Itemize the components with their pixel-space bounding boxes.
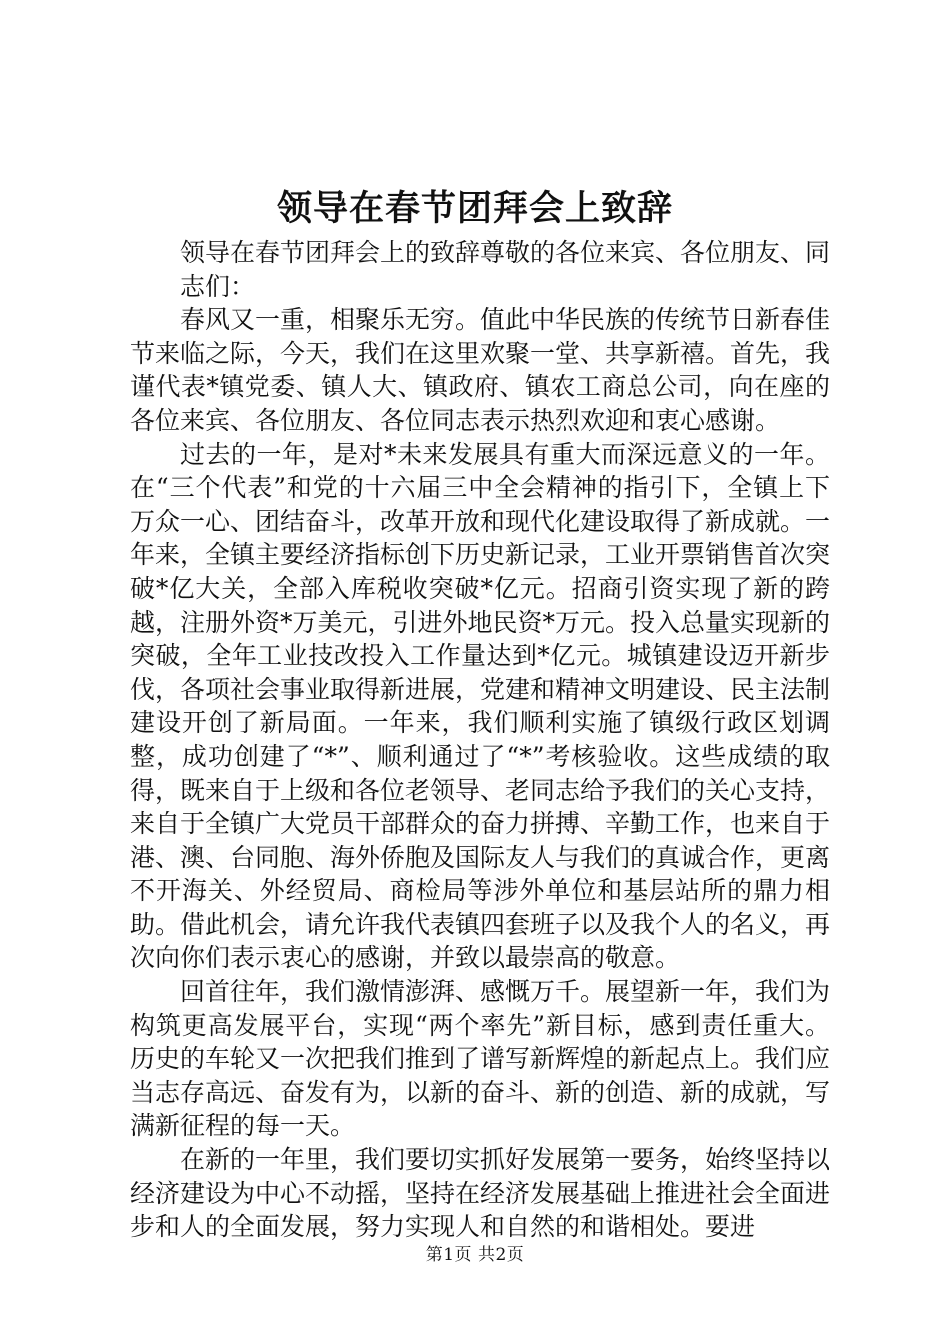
document-title: 领导在春节团拜会上致辞: [276, 188, 673, 229]
page-number-footer: 第1页 共2页: [425, 1245, 525, 1265]
paragraph-new-year: 在新的一年里，我们要切实抓好发展第一要务，始终坚持以经济建设为中心不动摇，坚持在经济发展基础上推进社会全面进步和人的全面发展，努力实现人和自然的和谐相处。要进: [130, 1145, 831, 1242]
paragraph-review: 过去的一年，是对*未来发展具有重大而深远意义的一年。在“三个代表”和党的十六届三中全会精神的指引下，全镇上下万众一心、团结奋斗，改革开放和现代化建设取得了新成就。一年来，全镇主要经济指标创下历史新记录，工业开票销售首次突破*亿大关，全部入库税收突破*亿元。招商引资实现了新的跨越，注册外资*万美元，引进外地民资*万元。投入总量实现新的突破，全年工业技改投入工作量达到*亿元。城镇建设迈开新步伐，各项社会事业取得新进展，党建和精神文明建设、民主法制建设开创了新局面。一年来，我们顺利实施了镇级行政区划调整，成功创建了“*”、顺利通过了“*”考核验收。这些成绩的取得，既来自于上级和各位老领导、老同志给予我们的关心支持，来自于全镇广大党员干部群众的奋力拼搏、辛勤工作，也来自于港、澳、台同胞、海外侨胞及国际友人与我们的真诚合作，更离不开海关、外经贸局、商检局等涉外单位和基层站所的鼎力相助。借此机会，请允许我代表镇四套班子以及我个人的名义，再次向你们表示衷心的感谢，并致以最崇高的敬意。: [130, 439, 831, 973]
paragraph-opening: 春风又一重，相聚乐无穷。值此中华民族的传统节日新春佳节来临之际，今天，我们在这里欢聚一堂、共享新禧。首先，我谨代表*镇党委、镇人大、镇政府、镇农工商总公司，向在座的各位来宾、各位朋友、各位同志表示热烈欢迎和衷心感谢。: [130, 305, 831, 435]
paragraph-outlook: 回首往年，我们激情澎湃、感慨万千。展望新一年，我们为构筑更高发展平台，实现“两个率先”新目标，感到责任重大。历史的车轮又一次把我们推到了谱写新辉煌的新起点上。我们应当志存高远、奋发有为，以新的奋斗、新的创造、新的成就，写满新征程的每一天。: [130, 977, 831, 1141]
paragraph-salutation: 领导在春节团拜会上的致辞尊敬的各位来宾、各位朋友、同志们：: [180, 238, 831, 301]
document-body: [130, 236, 830, 1244]
